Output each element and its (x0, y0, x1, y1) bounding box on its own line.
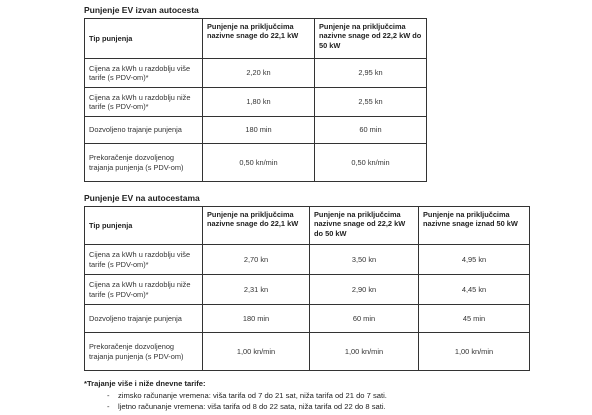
footnote-title: *Trajanje više i niže dnevne tarife: (84, 379, 206, 388)
row-label: Cijena za kWh u razdoblju niže tarife (s PDV-om)* (85, 275, 203, 305)
footnote-text: zimsko računanje vremena: viša tarifa od 7 do 21 sat, niža tarifa od 21 do 7 sati. (118, 391, 387, 400)
column-header-up-to-22kw: Punjenje na priključcima nazivne snage do 22,1 kW (203, 207, 310, 245)
price-cell: 4,45 kn (419, 275, 530, 305)
duration-cell: 60 min (315, 117, 427, 144)
price-cell: 2,20 kn (203, 59, 315, 88)
table-row (85, 117, 427, 144)
row-label: Dozvoljeno trajanje punjenja (85, 305, 203, 333)
price-cell: 1,80 kn (203, 88, 315, 117)
table-row (85, 245, 530, 275)
footnote-text: ljetno računanje vremena: viša tarifa od 8 do 22 sata, niža tarifa od 22 do 8 sati. (118, 402, 386, 411)
overtime-price-cell: 1,00 kn/min (419, 333, 530, 371)
table-header-row (85, 207, 530, 245)
table-header-row (85, 19, 427, 59)
row-label: Prekoračenje dozvoljenog trajanja punjenja (s PDV-om) (85, 144, 203, 182)
dash-bullet-icon: - (107, 391, 110, 400)
price-cell: 4,95 kn (419, 245, 530, 275)
column-header-above-50kw: Punjenje na priključcima nazivne snage iznad 50 kW (419, 207, 530, 245)
column-header-type: Tip punjenja (85, 19, 203, 59)
table-row (85, 88, 427, 117)
pricing-table-outside-highways (84, 18, 427, 182)
price-cell: 2,55 kn (315, 88, 427, 117)
dash-bullet-icon: - (107, 402, 110, 411)
duration-cell: 60 min (310, 305, 419, 333)
table-row (85, 275, 530, 305)
section-title-outside-highways: Punjenje EV izvan autocesta (84, 5, 199, 15)
row-label: Dozvoljeno trajanje punjenja (85, 117, 203, 144)
duration-cell: 45 min (419, 305, 530, 333)
price-cell: 2,31 kn (203, 275, 310, 305)
table-row (85, 59, 427, 88)
tariff-footnote (84, 379, 387, 412)
duration-cell: 180 min (203, 117, 315, 144)
table-row (85, 144, 427, 182)
overtime-price-cell: 1,00 kn/min (310, 333, 419, 371)
column-header-22-to-50kw: Punjenje na priključcima nazivne snage od 22,2 kW do 50 kW (310, 207, 419, 245)
column-header-up-to-22kw: Punjenje na priključcima nazivne snage do 22,1 kW (203, 19, 315, 59)
section-title-highways: Punjenje EV na autocestama (84, 193, 200, 203)
row-label: Prekoračenje dozvoljenog trajanja punjenja (s PDV-om) (85, 333, 203, 371)
price-cell: 2,95 kn (315, 59, 427, 88)
column-header-22-to-50kw: Punjenje na priključcima nazivne snage od 22,2 kW do 50 kW (315, 19, 427, 59)
row-label: Cijena za kWh u razdoblju više tarife (s PDV-om)* (85, 59, 203, 88)
column-header-type: Tip punjenja (85, 207, 203, 245)
price-cell: 2,70 kn (203, 245, 310, 275)
overtime-price-cell: 0,50 kn/min (315, 144, 427, 182)
overtime-price-cell: 0,50 kn/min (203, 144, 315, 182)
row-label: Cijena za kWh u razdoblju više tarife (s PDV-om)* (85, 245, 203, 275)
table-row (85, 305, 530, 333)
price-cell: 2,90 kn (310, 275, 419, 305)
footnote-list (84, 390, 387, 412)
overtime-price-cell: 1,00 kn/min (203, 333, 310, 371)
list-item (107, 401, 387, 412)
list-item (107, 390, 387, 401)
duration-cell: 180 min (203, 305, 310, 333)
row-label: Cijena za kWh u razdoblju niže tarife (s PDV-om)* (85, 88, 203, 117)
pricing-table-highways (84, 206, 530, 371)
table-row (85, 333, 530, 371)
price-cell: 3,50 kn (310, 245, 419, 275)
